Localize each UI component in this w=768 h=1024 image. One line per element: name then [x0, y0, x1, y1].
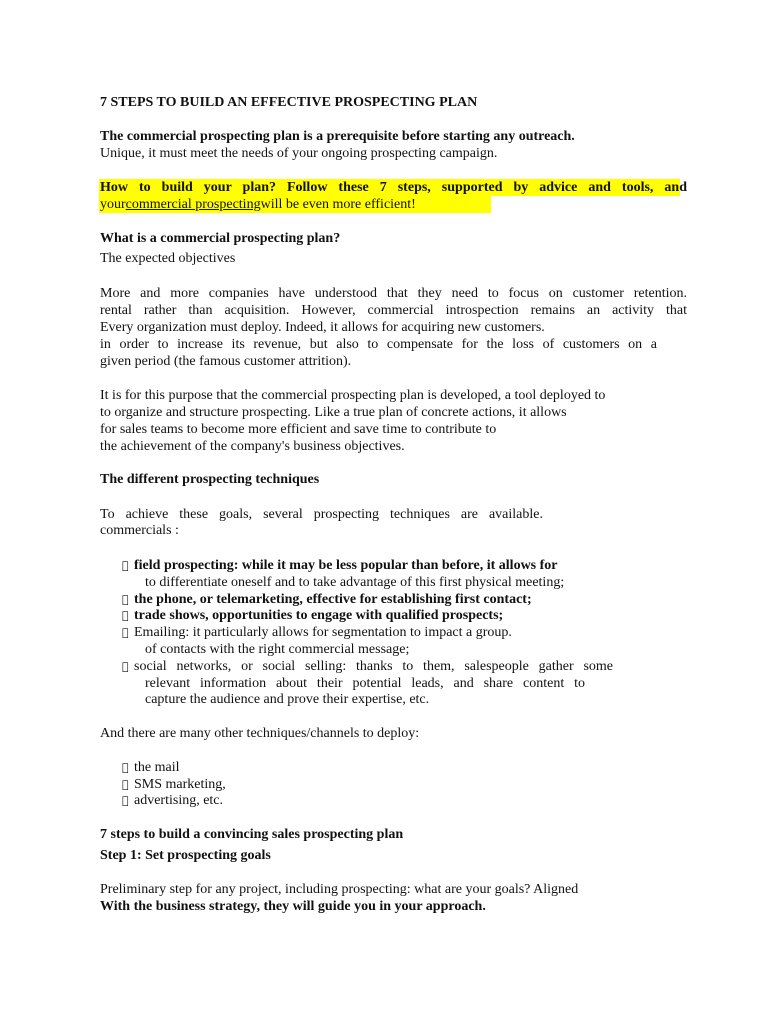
- bullet-icon: [122, 559, 126, 572]
- bullet-text: social networks, or social selling: thanks to them, salespeople gather some: [134, 659, 613, 674]
- bullet-icon: [122, 778, 126, 791]
- paragraph-line: the achievement of the company's business objectives.: [100, 439, 405, 454]
- paragraph-line: in order to increase its revenue, but also to compensate for the loss of customers on a: [100, 337, 657, 352]
- bullet-text: the phone, or telemarketing, effective for establishing first contact;: [134, 592, 532, 607]
- bullet-item: [122, 759, 180, 776]
- intro-bold-line: The commercial prospecting plan is a prerequisite before starting any outreach.: [100, 129, 575, 144]
- bullet-item: [122, 658, 613, 675]
- bullet-text: advertising, etc.: [134, 793, 224, 808]
- paragraph-line: Every organization must deploy. Indeed, it allows for acquiring new customers.: [100, 320, 545, 335]
- bullet-continuation: of contacts with the right commercial message;: [145, 642, 410, 657]
- bullet-icon: [122, 626, 126, 639]
- paragraph-line: given period (the famous customer attrition).: [100, 354, 352, 369]
- paragraph-line: To achieve these goals, several prospecting techniques are available.: [100, 507, 543, 522]
- section-heading: What is a commercial prospecting plan?: [100, 231, 341, 246]
- commercial-prospecting-link[interactable]: commercial prospecting: [125, 197, 261, 212]
- bullet-continuation: capture the audience and prove their expertise, etc.: [145, 692, 430, 707]
- highlight-line-1: How to build your plan? Follow these 7 steps, supported by advice and tools, and: [100, 180, 687, 195]
- bullet-icon: [122, 761, 126, 774]
- paragraph-line: commercials :: [100, 523, 179, 538]
- bullet-text: Emailing: it particularly allows for segmentation to impact a group.: [134, 625, 512, 640]
- bullet-item: [122, 591, 532, 608]
- highlight-line-2: [100, 196, 416, 213]
- intro-line: Unique, it must meet the needs of your ongoing prospecting campaign.: [100, 146, 498, 161]
- paragraph-line: Preliminary step for any project, including prospecting: what are your goals? Aligned: [100, 882, 579, 897]
- paragraph-line: It is for this purpose that the commercial prospecting plan is developed, a tool deployed to: [100, 388, 606, 403]
- bullet-icon: [122, 660, 126, 673]
- bullet-item: [122, 607, 503, 624]
- document-title: 7 STEPS TO BUILD AN EFFECTIVE PROSPECTING PLAN: [100, 95, 478, 110]
- bullet-text: the mail: [134, 760, 180, 775]
- bullet-continuation: relevant information about their potential leads, and share content to: [145, 676, 585, 691]
- bullet-text: trade shows, opportunities to engage with qualified prospects;: [134, 608, 504, 623]
- paragraph-line: And there are many other techniques/channels to deploy:: [100, 726, 420, 741]
- bullet-icon: [122, 794, 126, 807]
- bullet-item: [122, 624, 512, 641]
- paragraph-line: With the business strategy, they will guide you in your approach.: [100, 899, 486, 914]
- bullet-item: [122, 776, 226, 793]
- bullet-item: [122, 792, 223, 809]
- bullet-item: [122, 557, 558, 574]
- paragraph-line: More and more companies have understood that they need to focus on customer retention.: [100, 286, 687, 301]
- bullet-text: SMS marketing,: [134, 777, 226, 792]
- highlight-text: your: [100, 197, 126, 212]
- bullet-text: field prospecting: while it may be less popular than before, it allows for: [134, 558, 558, 573]
- bullet-icon: [122, 593, 126, 606]
- step-heading: Step 1: Set prospecting goals: [100, 848, 271, 863]
- paragraph-line: for sales teams to become more efficient and save time to contribute to: [100, 422, 497, 437]
- section-heading: The different prospecting techniques: [100, 472, 320, 487]
- section-heading: 7 steps to build a convincing sales prospecting plan: [100, 827, 404, 842]
- paragraph-line: rental rather than acquisition. However, commercial introspection remains an activity that: [100, 303, 687, 318]
- highlight-text: will be even more efficient!: [260, 197, 416, 212]
- paragraph-line: to organize and structure prospecting. Like a true plan of concrete actions, it allows: [100, 405, 567, 420]
- section-subheading: The expected objectives: [100, 251, 236, 266]
- bullet-icon: [122, 609, 126, 622]
- bullet-continuation: to differentiate oneself and to take advantage of this first physical meeting;: [145, 575, 565, 590]
